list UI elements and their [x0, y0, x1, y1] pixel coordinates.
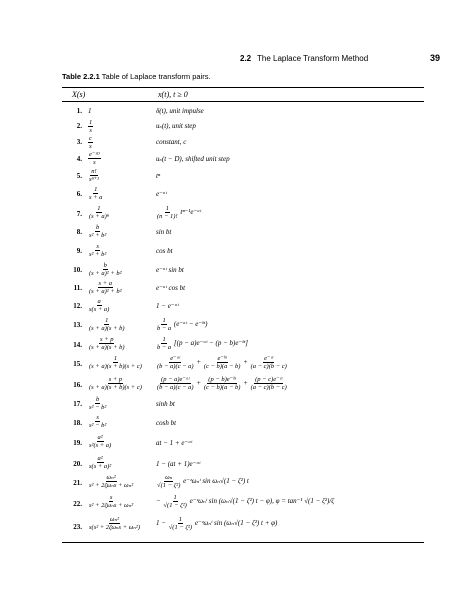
row-number: 16.	[73, 381, 82, 389]
fraction	[88, 205, 110, 220]
time-function	[156, 516, 424, 531]
function-text: tⁿ	[156, 171, 161, 180]
plus-sign: +	[194, 379, 203, 388]
denominator: s(s + a)²	[89, 463, 112, 470]
numerator: s	[96, 243, 99, 250]
laplace-expression	[88, 376, 154, 391]
page-number: 39	[430, 53, 441, 63]
laplace-expression	[88, 105, 154, 113]
denominator: s² − b²	[89, 404, 107, 411]
time-function	[156, 262, 424, 274]
time-function	[156, 494, 424, 509]
row-number: 9.	[76, 247, 82, 255]
table-row	[62, 280, 424, 296]
table-row	[62, 414, 424, 431]
table-row	[62, 205, 424, 222]
prefix-text: −	[156, 497, 163, 506]
bottom-rule	[62, 542, 424, 543]
fraction	[88, 474, 134, 489]
denominator: (s + a)(s + b)(s + c)	[89, 384, 142, 391]
time-function	[156, 376, 424, 391]
denominator: (s + a)² + b²	[89, 270, 122, 277]
fraction	[250, 355, 288, 370]
time-function	[156, 298, 424, 310]
caption-text: Table of Laplace transform pairs.	[101, 72, 211, 81]
laplace-expression	[88, 494, 154, 509]
laplace-expression	[88, 455, 154, 470]
laplace-expression	[88, 186, 154, 201]
time-function	[156, 455, 424, 468]
denominator: s² + b²	[89, 251, 107, 258]
time-function	[156, 280, 424, 292]
denominator: (a − c)(b − c)	[250, 363, 287, 370]
table-header	[62, 88, 424, 101]
fraction	[88, 414, 107, 429]
fraction	[203, 355, 242, 370]
numerator: 1	[97, 205, 101, 212]
fraction	[88, 280, 123, 295]
numerator: s	[109, 494, 113, 501]
numerator: a²	[97, 434, 103, 441]
numerator: 1	[162, 317, 166, 324]
section-title: The Laplace Transform Method	[257, 54, 369, 63]
laplace-expression	[88, 317, 154, 332]
numerator: 1	[94, 186, 98, 193]
table-row	[62, 186, 424, 202]
table-row	[62, 376, 424, 394]
numerator: 1	[113, 355, 118, 362]
fraction	[88, 119, 93, 134]
denominator: s	[89, 127, 92, 134]
numerator: e⁻ᵃᵗ	[170, 355, 181, 362]
time-function	[156, 336, 424, 351]
numerator: a	[97, 298, 101, 305]
laplace-expression	[88, 396, 154, 411]
row-number: 15.	[73, 360, 82, 368]
table-row	[62, 474, 424, 492]
denominator: s²(s + a)	[89, 442, 112, 449]
numerator: (p − c)e⁻ᶜᵗ	[255, 376, 283, 383]
fraction	[250, 376, 288, 391]
function-text: e⁻ᵃᵗ sin bt	[156, 266, 184, 274]
row-number: 14.	[73, 340, 82, 349]
denominator: s	[89, 143, 92, 150]
laplace-expression	[88, 119, 154, 134]
fraction	[88, 262, 123, 277]
function-text: 1 − (at + 1)e⁻ᵃᵗ	[156, 459, 201, 468]
fraction	[88, 168, 100, 183]
denominator: (s + a)(s + b)	[89, 344, 125, 351]
numerator: s + p	[108, 376, 123, 383]
laplace-expression	[88, 414, 154, 429]
row-number: 8.	[76, 228, 82, 236]
table-row	[62, 516, 424, 538]
row-number: 2.	[76, 122, 82, 130]
function-text: at − 1 + e⁻ᵃᵗ	[156, 439, 193, 447]
denominator: (a − c)(b − c)	[250, 384, 287, 391]
function-text: e⁻ᵃᵗ	[156, 190, 167, 198]
time-function	[156, 474, 424, 489]
fraction	[88, 396, 107, 411]
time-function	[156, 396, 424, 408]
table-row	[62, 434, 424, 452]
function-text: constant, c	[156, 138, 187, 146]
fraction	[88, 135, 93, 150]
denominator: (c − b)(a − b)	[203, 363, 241, 370]
table-row	[62, 224, 424, 240]
prefix-text: 1 −	[156, 519, 168, 528]
fraction	[88, 494, 134, 509]
time-function	[156, 414, 424, 427]
time-function	[156, 151, 424, 163]
numerator: (p − a)e⁻ᵃᵗ	[161, 376, 190, 383]
numerator: 1	[162, 336, 166, 343]
time-function	[156, 243, 424, 255]
time-function	[156, 355, 424, 370]
fraction	[156, 336, 172, 351]
row-number: 10.	[73, 266, 82, 274]
numerator: b	[96, 224, 100, 231]
function-text: sin bt	[156, 228, 172, 236]
plus-sign: +	[241, 379, 250, 388]
table-row	[62, 105, 424, 116]
laplace-expression	[88, 262, 154, 277]
function-text: uₛ(t − D), shifted unit step	[156, 154, 230, 163]
row-number: 1.	[76, 106, 82, 115]
time-function	[156, 205, 424, 220]
laplace-expression	[88, 355, 154, 370]
table-row	[62, 355, 424, 373]
numerator: 1	[173, 494, 177, 501]
fraction	[88, 186, 103, 201]
time-function	[156, 186, 424, 198]
denominator: (s + a)² + b²	[89, 288, 122, 295]
laplace-expression	[88, 151, 154, 166]
denominator: s + a	[89, 194, 103, 201]
row-number: 6.	[76, 190, 82, 198]
denominator: √(1 − ζ²)	[157, 482, 181, 489]
time-function	[156, 168, 424, 180]
time-function	[156, 434, 424, 447]
section-number: 2.2	[240, 54, 252, 63]
numerator: 1	[105, 317, 109, 324]
table-caption	[62, 72, 211, 81]
row-number: 22.	[73, 499, 82, 508]
function-text: e⁻ᵃᵗ cos bt	[156, 284, 186, 292]
table-row	[62, 243, 424, 259]
laplace-expression	[88, 336, 154, 351]
table-row	[62, 317, 424, 333]
function-text: sinh bt	[156, 400, 175, 408]
table-row	[62, 298, 424, 314]
header-xs: X(s)	[72, 90, 86, 99]
suffix-text: e⁻ᶻωₙᵗ sin (ωₙ√(1 − ζ²) t + φ)	[193, 519, 278, 528]
row-number: 18.	[73, 418, 82, 427]
row-number: 19.	[73, 439, 82, 447]
fraction	[156, 474, 181, 489]
denominator: s² − b²	[89, 422, 107, 429]
laplace-expression	[88, 434, 154, 449]
function-text: 1 − e⁻ᵃᵗ	[156, 302, 179, 310]
denominator: (n − 1)!	[157, 213, 178, 220]
table-row	[62, 494, 424, 513]
plus-sign: +	[194, 358, 203, 367]
expression-text: 1	[88, 106, 92, 115]
row-number: 21.	[73, 479, 82, 487]
time-function	[156, 224, 424, 236]
row-number: 12.	[73, 302, 82, 310]
numerator: b	[103, 262, 107, 269]
fraction	[162, 494, 187, 509]
fraction	[156, 205, 179, 220]
row-number: 5.	[76, 171, 82, 180]
row-number: 20.	[73, 459, 82, 468]
time-function	[156, 135, 424, 146]
laplace-expression	[88, 168, 154, 183]
table-row	[62, 135, 424, 149]
laplace-expression	[88, 135, 154, 150]
numerator: s	[96, 414, 99, 421]
plus-sign: +	[241, 358, 250, 367]
function-text: uₛ(t), unit step	[156, 122, 196, 130]
time-function	[156, 317, 424, 332]
row-number: 11.	[73, 284, 82, 292]
fraction	[88, 151, 101, 166]
fraction	[156, 355, 195, 370]
function-text: cos bt	[156, 247, 173, 255]
denominator: s(s + a)	[89, 306, 110, 313]
suffix-text: e⁻ᶻωₙᵗ sin (ωₙ√(1 − ζ²) t − φ), φ = tan⁻¹ √(1 − ζ²)/ζ	[187, 497, 335, 506]
table-row	[62, 455, 424, 472]
fraction	[88, 516, 141, 531]
numerator: e⁻ˢᴰ	[89, 151, 100, 158]
denominator: √(1 − ζ²)	[168, 524, 193, 531]
numerator: e⁻ᶜᵗ	[264, 355, 274, 362]
numerator: (p − b)e⁻ᵇᵗ	[208, 376, 236, 383]
table-row	[62, 396, 424, 412]
fraction	[88, 317, 126, 332]
suffix-text: tⁿ⁻¹e⁻ᵃᵗ	[178, 208, 202, 217]
fraction	[203, 376, 242, 391]
numerator: 1	[89, 119, 93, 126]
caption-label: Table 2.2.1	[62, 72, 100, 81]
denominator: (s + a)(s + b)(s + c)	[89, 363, 142, 370]
time-function	[156, 105, 424, 113]
function-text: cosh bt	[156, 418, 177, 427]
suffix-text: e⁻ᶻωₙᵗ sin ωₙ√(1 − ζ²) t	[181, 477, 249, 486]
laplace-expression	[88, 224, 154, 239]
denominator: s² + 2ζωₙs + ωₙ²	[89, 482, 134, 489]
fraction	[88, 298, 110, 313]
numerator: ωₙ	[165, 474, 173, 481]
numerator: 1	[178, 516, 183, 523]
laplace-expression	[88, 474, 154, 489]
fraction	[156, 317, 172, 332]
denominator: s(s² + 2ζωₙs + ωₙ²)	[89, 524, 141, 531]
laplace-expression	[88, 205, 154, 220]
laplace-expression	[88, 243, 154, 258]
denominator: b − a	[157, 325, 172, 332]
table-row	[62, 119, 424, 133]
fraction	[88, 355, 143, 370]
denominator: s² + b²	[89, 232, 107, 239]
suffix-text: (e⁻ᵃᵗ − e⁻ᵇᵗ)	[172, 320, 208, 329]
table-row	[62, 168, 424, 183]
numerator: 1	[165, 205, 169, 212]
row-number: 17.	[73, 400, 82, 408]
denominator: (s + a)ⁿ	[89, 213, 109, 220]
table-row	[62, 336, 424, 353]
laplace-expression	[88, 516, 154, 531]
row-number: 4.	[76, 154, 82, 163]
denominator: (s + a)(s + b)	[89, 325, 125, 332]
numerator: s + a	[98, 280, 112, 287]
fraction	[156, 376, 195, 391]
fraction	[88, 376, 143, 391]
numerator: a²	[97, 455, 103, 462]
denominator: s² + 2ζωₙs + ωₙ²	[89, 502, 134, 509]
denominator: sⁿ⁺¹	[89, 176, 99, 183]
header-rule	[62, 101, 424, 102]
denominator: b − a	[157, 344, 172, 351]
row-number: 13.	[73, 321, 82, 329]
numerator: n!	[91, 168, 97, 175]
fraction	[88, 224, 107, 239]
numerator: e⁻ᵇᵗ	[217, 355, 227, 362]
numerator: ωₙ²	[109, 516, 120, 523]
laplace-expression	[88, 298, 154, 313]
row-number: 7.	[76, 209, 82, 218]
time-function	[156, 119, 424, 130]
numerator: s + p	[100, 336, 114, 343]
laplace-expression	[88, 280, 154, 295]
row-number: 3.	[76, 138, 82, 146]
fraction	[88, 336, 126, 351]
numerator: b	[96, 396, 100, 403]
fraction	[88, 434, 112, 449]
fraction	[88, 243, 107, 258]
fraction	[88, 455, 112, 470]
header-xt: x(t), t ≥ 0	[158, 90, 188, 99]
numerator: ωₙ²	[106, 474, 116, 481]
denominator: s	[93, 159, 96, 166]
suffix-text: [(p − a)e⁻ᵃᵗ − (p − b)e⁻ᵇᵗ]	[172, 339, 248, 348]
running-head	[0, 52, 474, 66]
table-row	[62, 151, 424, 166]
table-row	[62, 262, 424, 278]
fraction	[168, 516, 193, 531]
numerator: c	[89, 135, 92, 142]
denominator: √(1 − ζ²)	[163, 502, 187, 509]
denominator: (b − a)(c − a)	[157, 384, 194, 391]
denominator: (b − a)(c − a)	[157, 363, 194, 370]
laplace-table	[62, 87, 424, 531]
function-text: δ(t), unit impulse	[156, 106, 204, 115]
row-number: 23.	[73, 523, 82, 531]
denominator: (c − b)(a − b)	[203, 384, 241, 391]
